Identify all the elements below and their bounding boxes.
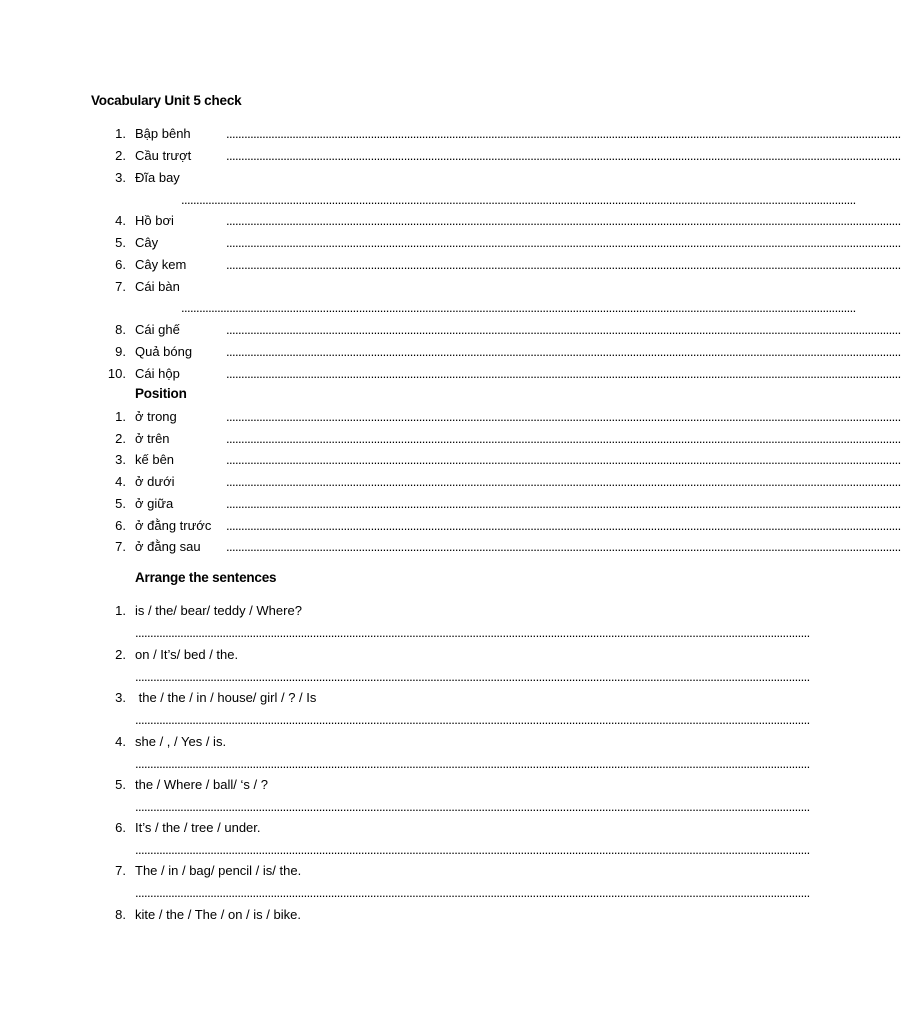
answer-line[interactable]: ................................................................................................................................................................................................................................ [226, 409, 901, 424]
answer-line[interactable]: ................................................................................................................................................................................................................................ [181, 192, 856, 207]
arrange-row [0, 601, 768, 621]
position-term: ở đằng sau [135, 539, 201, 554]
vocab-row [0, 211, 901, 231]
arrange-answer-row [0, 754, 810, 774]
position-term: ở dưới [135, 474, 175, 489]
section-heading-arrange: Arrange the sentences [135, 570, 277, 585]
arrange-row [0, 905, 768, 925]
item-number: 6. [115, 820, 126, 835]
vocab-row [0, 342, 901, 362]
item-number: 4. [115, 213, 126, 228]
vocab-row [0, 168, 768, 188]
answer-line[interactable]: ................................................................................................................................................................................................................................ [226, 431, 901, 446]
answer-line[interactable]: ................................................................................................................................................................................................................................ [226, 148, 901, 163]
scrambled-sentence: on / It’s/ bed / the. [135, 647, 239, 662]
vocab-term: Cái bàn [135, 279, 180, 294]
arrange-answer-row [0, 710, 810, 730]
item-number: 5. [115, 777, 126, 792]
vocab-term: Cầu trượt [135, 148, 192, 163]
vocab-row-wrapped-line [0, 190, 856, 210]
answer-line[interactable]: ................................................................................................................................................................................................................................ [226, 539, 901, 554]
arrange-row [0, 775, 768, 795]
arrange-row [0, 732, 768, 752]
answer-line[interactable]: ................................................................................................................................................................................................................................ [226, 235, 901, 250]
scrambled-sentence: It’s / the / tree / under. [135, 820, 261, 835]
vocab-row [0, 320, 901, 340]
scrambled-sentence: she / , / Yes / is. [135, 734, 227, 749]
vocab-row [0, 146, 901, 166]
scrambled-sentence: kite / the / The / on / is / bike. [135, 907, 301, 922]
vocab-row [0, 255, 901, 275]
item-number: 6. [115, 257, 126, 272]
answer-line[interactable]: ................................................................................................................................................................................................................................ [226, 474, 901, 489]
vocab-term: Đĩa bay [135, 170, 180, 185]
section-heading-position: Position [135, 386, 187, 401]
item-number: 1. [115, 409, 126, 424]
item-number: 5. [115, 235, 126, 250]
position-term: kế bên [135, 452, 175, 467]
item-number: 2. [115, 148, 126, 163]
position-row [0, 472, 901, 492]
position-row [0, 429, 901, 449]
vocab-term: Cây [135, 235, 159, 250]
item-number: 7. [115, 539, 126, 554]
item-number: 9. [115, 344, 126, 359]
item-number: 3. [115, 170, 126, 185]
vocab-row [0, 233, 901, 253]
answer-line[interactable]: ................................................................................................................................................................................................................................ [135, 669, 810, 684]
item-number: 4. [115, 474, 126, 489]
arrange-answer-row [0, 797, 810, 817]
position-row [0, 494, 901, 514]
vocab-term: Cái hộp [135, 366, 180, 381]
position-row [0, 450, 901, 470]
position-term: ở đằng trước [135, 518, 212, 533]
arrange-row [0, 688, 768, 708]
item-number: 8. [115, 907, 126, 922]
position-row [0, 407, 901, 427]
answer-line[interactable]: ................................................................................................................................................................................................................................ [135, 799, 810, 814]
position-term: ở trên [135, 431, 170, 446]
item-number: 2. [115, 647, 126, 662]
arrange-row [0, 818, 768, 838]
answer-line[interactable]: ................................................................................................................................................................................................................................ [135, 625, 810, 640]
answer-line[interactable]: ................................................................................................................................................................................................................................ [226, 213, 901, 228]
item-number: 3. [115, 452, 126, 467]
page-title: Vocabulary Unit 5 check [91, 93, 242, 108]
item-number: 4. [115, 734, 126, 749]
arrange-answer-row [0, 840, 810, 860]
item-number: 10. [107, 366, 126, 381]
item-number: 1. [115, 603, 126, 618]
arrange-answer-row [0, 667, 810, 687]
vocab-row [0, 277, 768, 297]
arrange-row [0, 861, 768, 881]
answer-line[interactable]: ................................................................................................................................................................................................................................ [226, 344, 901, 359]
answer-line[interactable]: ................................................................................................................................................................................................................................ [135, 842, 810, 857]
vocab-row [0, 364, 901, 384]
arrange-answer-row [0, 623, 810, 643]
position-row [0, 537, 901, 557]
answer-line[interactable]: ................................................................................................................................................................................................................................ [226, 452, 901, 467]
item-number: 5. [115, 496, 126, 511]
item-number: 2. [115, 431, 126, 446]
answer-line[interactable]: ................................................................................................................................................................................................................................ [226, 257, 901, 272]
vocab-row-wrapped-line [0, 298, 856, 318]
answer-line[interactable]: ................................................................................................................................................................................................................................ [135, 712, 810, 727]
position-term: ở giữa [135, 496, 174, 511]
position-row [0, 516, 901, 536]
item-number: 8. [115, 322, 126, 337]
item-number: 1. [115, 126, 126, 141]
answer-line[interactable]: ................................................................................................................................................................................................................................ [226, 518, 901, 533]
arrange-answer-row [0, 883, 810, 903]
position-term: ở trong [135, 409, 177, 424]
vocab-term: Cây kem [135, 257, 187, 272]
vocab-term: Bập bênh [135, 126, 191, 141]
item-number: 7. [115, 863, 126, 878]
answer-line[interactable]: ................................................................................................................................................................................................................................ [226, 496, 901, 511]
vocab-term: Cái ghế [135, 322, 180, 337]
answer-line[interactable]: ................................................................................................................................................................................................................................ [226, 366, 901, 381]
answer-line[interactable]: ................................................................................................................................................................................................................................ [226, 322, 901, 337]
item-number: 7. [115, 279, 126, 294]
scrambled-sentence: The / in / bag/ pencil / is/ the. [135, 863, 302, 878]
scrambled-sentence: is / the/ bear/ teddy / Where? [135, 603, 302, 618]
arrange-row [0, 645, 768, 665]
scrambled-sentence: the / Where / ball/ ‘s / ? [135, 777, 268, 792]
answer-line[interactable]: ................................................................................................................................................................................................................................ [135, 885, 810, 900]
vocab-term: Quả bóng [135, 344, 193, 359]
vocab-row [0, 124, 901, 144]
answer-line[interactable]: ................................................................................................................................................................................................................................ [181, 300, 856, 315]
answer-line[interactable]: ................................................................................................................................................................................................................................ [226, 126, 901, 141]
vocab-term: Hồ bơi [135, 213, 174, 228]
scrambled-sentence: the / the / in / house/ girl / ? / Is [135, 690, 317, 705]
answer-line[interactable]: ................................................................................................................................................................................................................................ [135, 756, 810, 771]
item-number: 6. [115, 518, 126, 533]
item-number: 3. [115, 690, 126, 705]
